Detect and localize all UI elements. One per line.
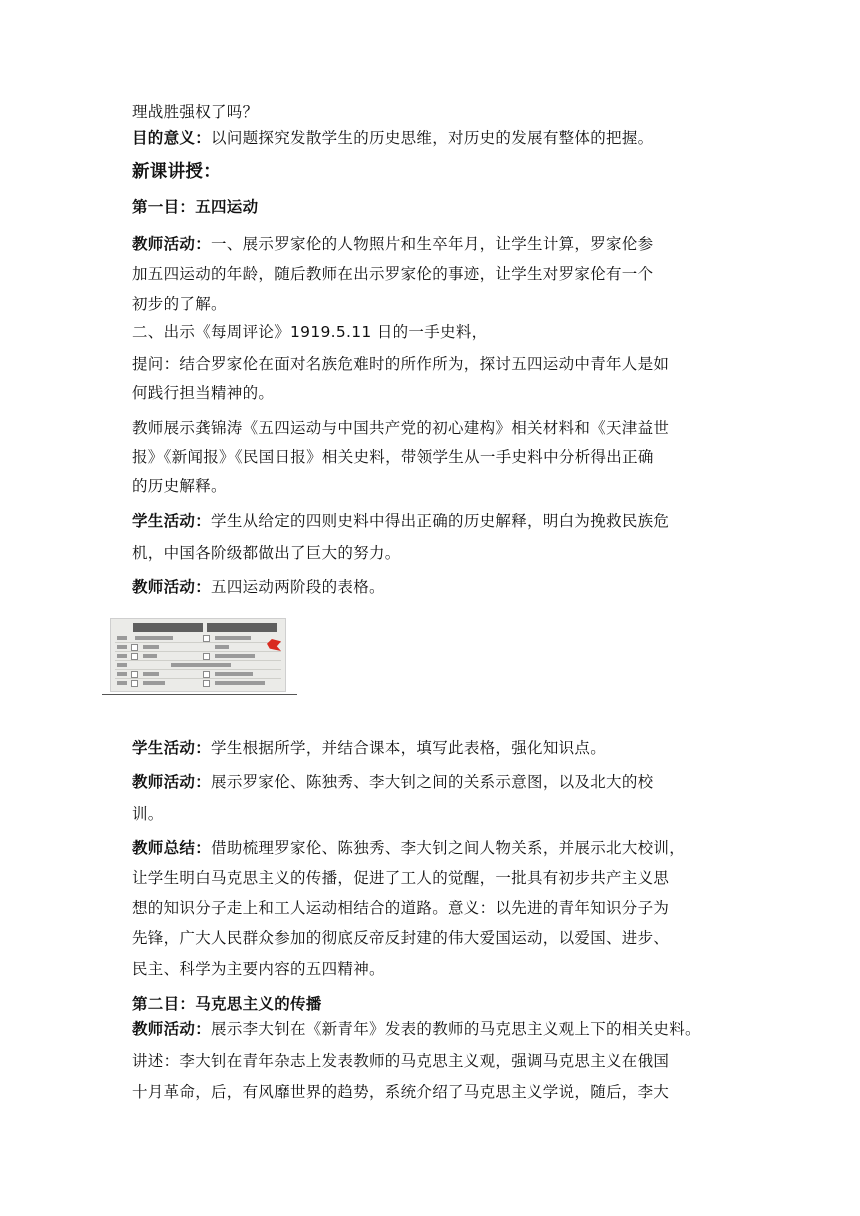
teacher-summary: 教师总结：借助梳理罗家伦、陈独秀、李大钊之间人物关系，并展示北大校训， xyxy=(132,839,686,857)
paragraph-line: 让学生明白马克思主义的传播，促进了工人的觉醒，一批具有初步共产主义思 xyxy=(132,869,670,887)
paragraph-line: 机，中国各阶级都做出了巨大的努力。 xyxy=(132,544,401,562)
student-activity-1: 学生活动：学生从给定的四则史料中得出正确的历史解释，明白为挽救民族危 xyxy=(132,512,670,530)
question-line: 提问：结合罗家伦在面对名族危难时的所作所为，探讨五四运动中青年人是如 xyxy=(132,355,670,373)
teacher-activity-3: 教师活动：展示罗家伦、陈独秀、李大钊之间的关系示意图，以及北大的校 xyxy=(132,773,654,791)
paragraph-line: 初步的了解。 xyxy=(132,295,227,313)
student-activity-2: 学生活动：学生根据所学，并结合课本，填写此表格，强化知识点。 xyxy=(132,739,607,757)
paragraph-line: 的历史解释。 xyxy=(132,477,227,495)
teacher-activity-2: 教师活动：五四运动两阶段的表格。 xyxy=(132,578,385,596)
paragraph-line: 十月革命，后，有风靡世界的趋势，系统介绍了马克思主义学说，随后，李大 xyxy=(132,1083,670,1101)
purpose-label: 目的意义： xyxy=(132,129,212,147)
paragraph-line: 加五四运动的年龄，随后教师在出示罗家伦的事迹，让学生对罗家伦有一个 xyxy=(132,265,654,283)
purpose-line: 目的意义：以问题探究发散学生的历史思维，对历史的发展有整体的把握。 xyxy=(132,129,654,147)
paragraph-line: 报》《新闻报》《民国日报》相关史料，带领学生从一手史料中分析得出正确 xyxy=(132,448,654,466)
paragraph-line: 想的知识分子走上和工人运动相结合的道路。意义：以先进的青年知识分子为 xyxy=(132,899,670,917)
subsection-heading-2: 第二目：马克思主义的传播 xyxy=(132,995,322,1013)
paragraph-line: 理战胜强权了吗？ xyxy=(132,103,259,121)
teacher-activity-1: 教师活动：一、展示罗家伦的人物照片和生卒年月，让学生计算，罗家伦参 xyxy=(132,235,654,253)
teacher-activity-4: 教师活动：展示李大钊在《新青年》发表的教师的马克思主义观上下的相关史料。 xyxy=(132,1020,701,1038)
paragraph-line: 先锋，广大人民群众参加的彻底反帝反封建的伟大爱国运动，以爱国、进步、 xyxy=(132,929,670,947)
paragraph-line: 训。 xyxy=(132,805,164,823)
table-image xyxy=(102,616,297,695)
paragraph-line: 民主、科学为主要内容的五四精神。 xyxy=(132,960,385,978)
paragraph-line: 教师展示龚锦涛《五四运动与中国共产党的初心建构》相关材料和《天津益世 xyxy=(132,419,670,437)
section-heading: 新课讲授： xyxy=(132,162,221,182)
narration-line: 讲述：李大钊在青年杂志上发表教师的马克思主义观，强调马克思主义在俄国 xyxy=(132,1052,670,1070)
paragraph-line: 何践行担当精神的。 xyxy=(132,384,275,402)
subsection-heading-1: 第一目：五四运动 xyxy=(132,198,259,216)
paragraph-line: 二、出示《每周评论》1919.5.11 日的一手史料， xyxy=(132,323,488,341)
